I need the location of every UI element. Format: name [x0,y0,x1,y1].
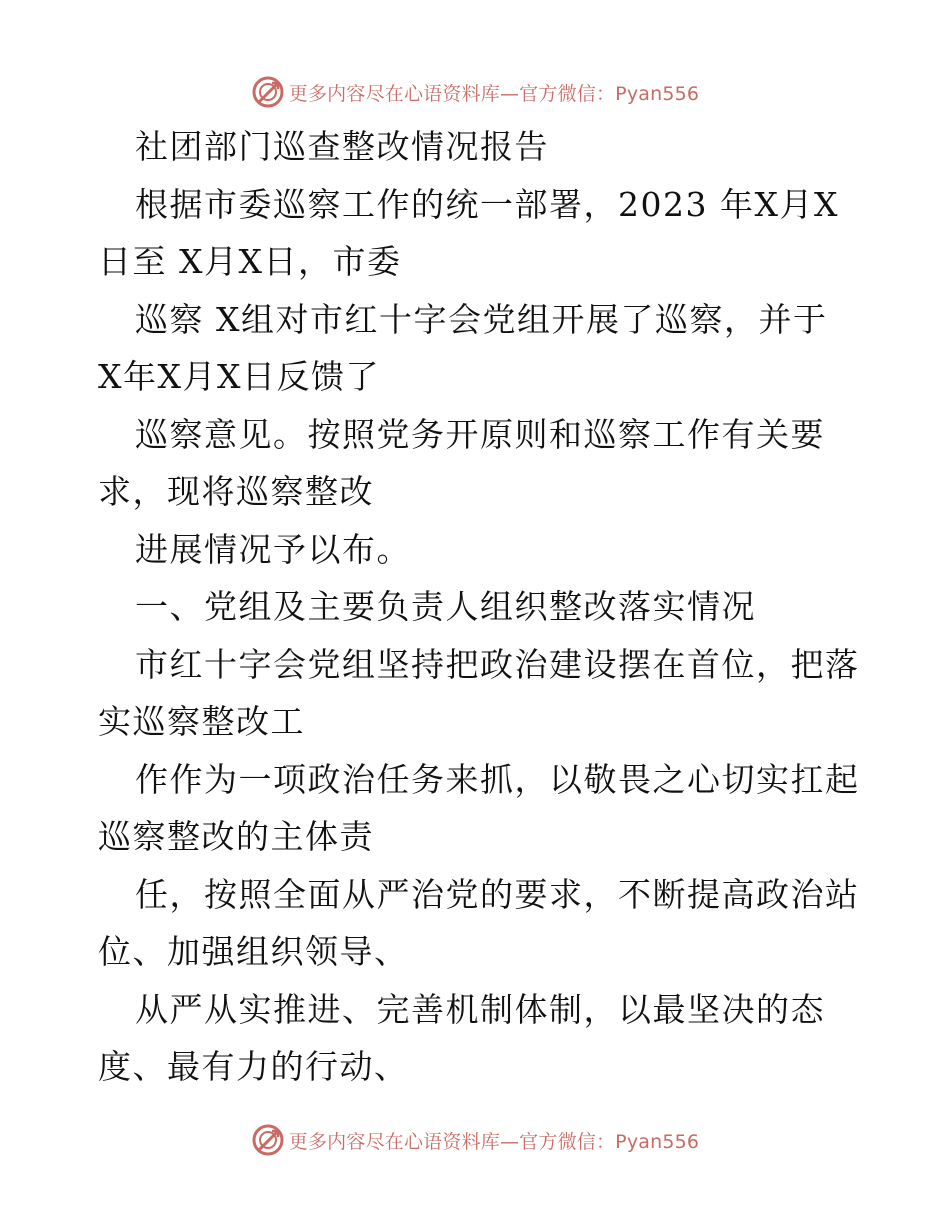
paragraph-line: 实巡察整改工 [98,702,305,741]
footer-banner-text: 更多内容尽在心语资料库—官方微信：Pyan556 [288,1130,700,1153]
paragraph-line: 市红十字会党组坚持把政治建设摆在首位，把落 [135,644,860,684]
paragraph-line: 巡察整改的主体责 [98,817,374,856]
paragraph-line: 度、最有力的行动、 [98,1047,409,1086]
paragraph-line: 进展情况予以布。 [135,529,411,569]
paragraph-line: 任，按照全面从严治党的要求，不断提高政治站 [135,874,860,914]
section-heading: 一、党组及主要负责人组织整改落实情况 [135,587,756,626]
paragraph-line: 位、加强组织领导、 [98,932,409,971]
header-banner-text: 更多内容尽在心语资料库—官方微信：Pyan556 [288,82,700,105]
paragraph-line: 日至 X月X日，市委 [98,242,402,281]
paragraph-line: 巡察 X组对市红十字会党组开展了巡察，并于 [135,299,828,339]
paragraph-line: 求，现将巡察整改 [98,472,374,511]
document-body [98,118,858,1096]
paragraph-line: 巡察意见。按照党务开原则和巡察工作有关要 [135,414,825,454]
footer-banner [0,1118,950,1162]
document-title: 社团部门巡查整改情况报告 [135,127,549,166]
paragraph-line: 根据市委巡察工作的统一部署，2023 年X月X [135,184,839,224]
paragraph-line: 作作为一项政治任务来抓，以敬畏之心切实扛起 [135,759,860,799]
paragraph-line: X年X月X日反馈了 [98,357,380,396]
header-banner [0,70,950,114]
seal-logo-icon [251,75,285,109]
seal-logo-icon [251,1123,285,1157]
paragraph-line: 从严从实推进、完善机制体制，以最坚决的态 [135,989,825,1029]
